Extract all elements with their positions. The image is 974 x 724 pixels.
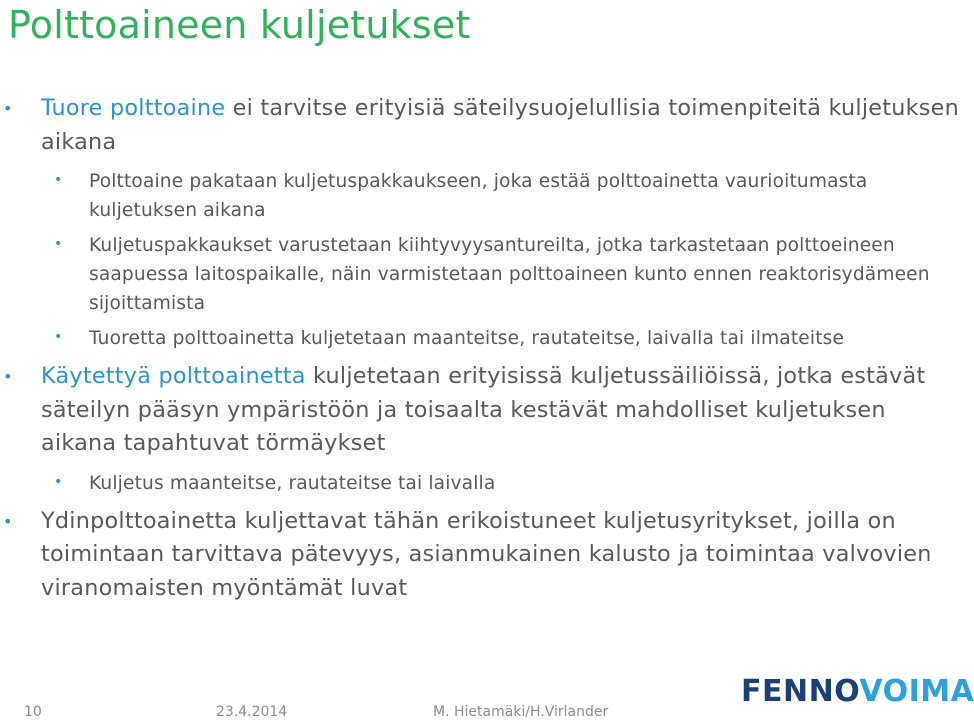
sub-bullet-transport-modes [0, 324, 959, 353]
slide-title: Polttoaineen kuljetukset [8, 3, 471, 47]
bullet-carriers [0, 505, 959, 606]
sub-bullet-text: Tuoretta polttoainetta kuljetetaan maanteitse, rautateitse, laivalla tai ilmateitse [89, 328, 845, 349]
bullet-dot-icon: • [54, 236, 63, 252]
sub-bullet-text: Polttoaine pakataan kuljetuspakkaukseen, joka estää polttoainetta vaurioitumasta kuljetuksen aikana [89, 171, 868, 221]
bullet-dot-icon: • [54, 473, 63, 490]
bullet-fresh-fuel [0, 92, 959, 159]
sub-bullet-spent-transport [0, 469, 959, 498]
bullet-text-fresh-fuel: ei tarvitse erityisiä säteilysuojelullisia toimenpiteitä kuljetuksen aikana [41, 95, 960, 155]
bullet-text-carriers: Ydinpolttoainetta kuljettavat tähän erikoistuneet kuljetusyritykset, joilla on toimintaan tarvittava pätevyys, asianmukainen kalusto ja toimintaa valvovien viranomaisten myöntämät luvat [41, 507, 932, 601]
sub-bullet-text: Kuljetus maanteitse, rautateitse tai laivalla [89, 472, 496, 494]
highlight-fresh-fuel: Tuore polttoaine [41, 95, 226, 121]
bullet-text-spent-fuel: kuljetetaan erityisissä kuljetussäiliöissä, jotka estävät säteilyn pääsyn ympäristöön ja toisaalta kestävät mahdolliset kuljetuksen aikana tapahtuvat törmäykset [41, 363, 926, 456]
slide-footer [0, 700, 959, 724]
bullet-dot-icon: • [54, 172, 63, 188]
bullet-dot-icon: • [3, 99, 13, 118]
slide-content [0, 92, 959, 605]
sub-bullet-sensors [0, 231, 959, 318]
logo-part-fenno: FENNO [741, 674, 860, 709]
bullet-dot-icon: • [54, 329, 63, 345]
bullet-dot-icon: • [3, 511, 13, 531]
bullet-spent-fuel [0, 360, 959, 461]
bullet-dot-icon: • [3, 367, 13, 386]
logo-part-voima: VOIMA [859, 674, 974, 709]
page-number: 10 [24, 704, 42, 720]
footer-author: M. Hietamäki/H.Virlander [433, 704, 609, 720]
highlight-spent-fuel: Käytettyä polttoainetta [41, 363, 306, 389]
sub-bullet-text: Kuljetuspakkaukset varustetaan kiihtyvyysantureilta, jotka tarkastetaan polttoeineen saapuessa laitospaikalle, näin varmistetaan polttoaineen kunto ennen reaktorisydämeen sijoittamista [89, 235, 930, 314]
footer-date: 23.4.2014 [216, 704, 288, 720]
sub-bullet-packaging [0, 167, 959, 225]
